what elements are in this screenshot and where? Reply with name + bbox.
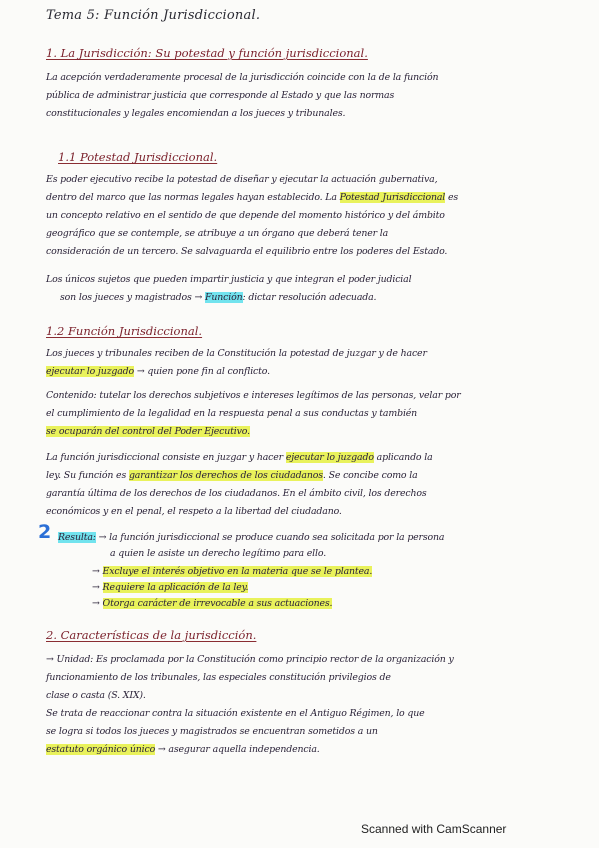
contenido-line: Contenido: tutelar los derechos subjetivos e intereses legítimos de las personas, velar por <box>46 390 461 401</box>
highlighted-phrase: Otorga carácter de irrevocable a sus actuaciones. <box>102 598 333 609</box>
section-2-line: Se trata de reaccionar contra la situación existente en el Antiguo Régimen, lo que <box>46 708 425 719</box>
section-1-1-heading: 1.1 Potestad Jurisdiccional. <box>58 150 218 164</box>
section-1-1-line: Los únicos sujetos que pueden impartir justicia y que integran el poder judicial <box>46 274 412 285</box>
section-1-2-line: Los jueces y tribunales reciben de la Constitución la potestad de juzgar y de hacer <box>46 348 427 359</box>
highlighted-phrase: garantizar los derechos de los ciudadanos <box>128 470 323 481</box>
camscanner-footer: Scanned with CamScanner <box>361 822 507 836</box>
highlighted-phrase: Requiere la aplicación de la ley. <box>102 582 249 593</box>
section-1-2-line: ley. Su función es garantizar los derechos de los ciudadanos. Se concibe como la <box>46 470 418 481</box>
resulta-line: → Excluye el interés objetivo en la materia que se le plantea. <box>92 566 373 577</box>
cyan-highlighted-phrase: Función <box>205 292 243 303</box>
section-1-1-line: un concepto relativo en el sentido de que depende del momento histórico y del ámbito <box>46 210 445 221</box>
section-2-line: se logra si todos los jueces y magistrados se encuentran sometidos a un <box>46 726 378 737</box>
section-2-line: funcionamiento de los tribunales, las especiales constitución privilegios de <box>46 672 391 683</box>
highlighted-phrase: Potestad Jurisdiccional <box>339 192 446 203</box>
contenido-line: se ocuparán del control del Poder Ejecutivo. <box>46 426 250 437</box>
section-1-2-line: garantía última de los derechos de los ciudadanos. En el ámbito civil, los derechos <box>46 488 427 499</box>
highlighted-phrase: estatuto orgánico único <box>46 744 156 755</box>
section-1-2-heading: 1.2 Función Jurisdiccional. <box>46 324 203 338</box>
highlighted-phrase: ejecutar lo juzgado <box>46 366 135 377</box>
section-2-line: estatuto orgánico único → asegurar aquella independencia. <box>46 744 320 755</box>
contenido-line: el cumplimiento de la legalidad en la respuesta penal a sus conductas y también <box>46 408 418 419</box>
page-title: Tema 5: Función Jurisdiccional. <box>46 8 261 23</box>
section-1-2-line: ejecutar lo juzgado → quien pone fin al conflicto. <box>46 366 270 377</box>
section-1-line: La acepción verdaderamente procesal de la jurisdicción coincide con la de la función <box>46 72 439 83</box>
section-1-2-line: económicos y en el penal, el respeto a la libertad del ciudadano. <box>46 506 342 517</box>
section-1-1-line: dentro del marco que las normas legales hayan establecido. La Potestad Jurisdiccional es <box>46 192 459 203</box>
section-1-1-line: son los jueces y magistrados → Función: dictar resolución adecuada. <box>60 292 377 303</box>
resulta-line: Resulta: → la función jurisdiccional se produce cuando sea solicitada por la persona <box>58 532 445 543</box>
section-2-line: clase o casta (S. XIX). <box>46 690 146 701</box>
blue-annotation-mark: 2 <box>38 521 52 543</box>
resulta-line: → Otorga carácter de irrevocable a sus actuaciones. <box>92 598 333 609</box>
resulta-line: → Requiere la aplicación de la ley. <box>92 582 249 593</box>
highlighted-phrase: ejecutar lo juzgado <box>285 452 374 463</box>
section-1-heading: 1. La Jurisdicción: Su potestad y función jurisdiccional. <box>46 46 368 60</box>
section-1-1-line: Es poder ejecutivo recibe la potestad de diseñar y ejecutar la actuación gubernativa, <box>46 174 438 185</box>
section-1-line: pública de administrar justicia que corresponde al Estado y que las normas <box>46 90 395 101</box>
section-1-1-line: consideración de un tercero. Se salvaguarda el equilibrio entre los poderes del Estado. <box>46 246 448 257</box>
section-2-line: → Unidad: Es proclamada por la Constitución como principio rector de la organización y <box>46 654 454 665</box>
resulta-line: a quien le asiste un derecho legítimo para ello. <box>110 548 327 559</box>
section-1-line: constitucionales y legales encomiendan a los jueces y tribunales. <box>46 108 346 119</box>
section-2-heading: 2. Características de la jurisdicción. <box>46 628 257 642</box>
highlighted-phrase: Excluye el interés objetivo en la materia que se le plantea. <box>102 566 373 577</box>
section-1-1-line: geográfico que se contemple, se atribuye a un órgano que deberá tener la <box>46 228 389 239</box>
cyan-highlighted-phrase: Resulta: <box>58 532 96 543</box>
section-1-2-line: La función jurisdiccional consiste en juzgar y hacer ejecutar lo juzgado aplicando la <box>46 452 433 463</box>
